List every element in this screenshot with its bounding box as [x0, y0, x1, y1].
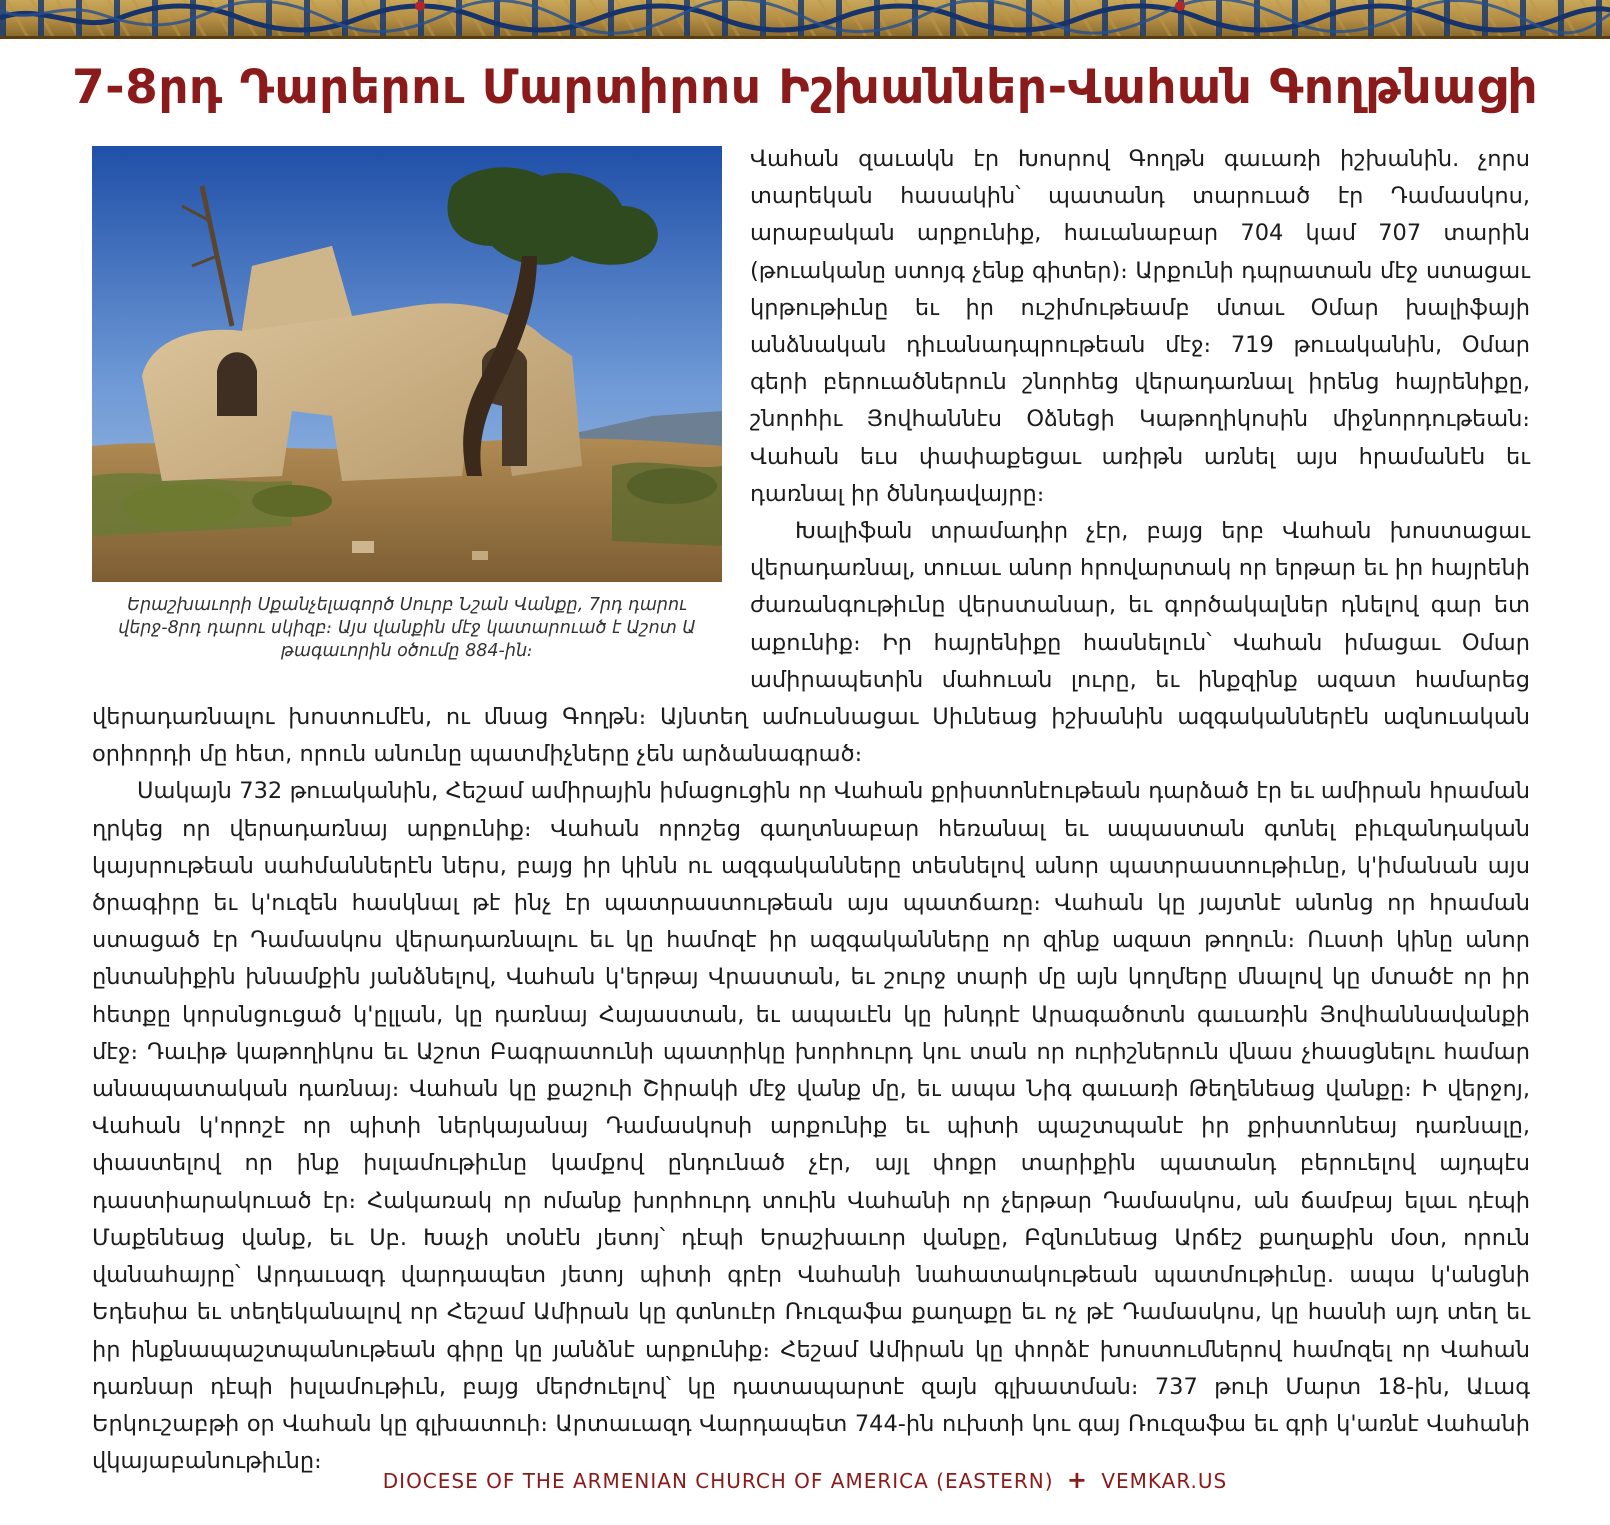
photo-caption: Երաշխաւորի Սքանչելագործ Սուրբ Նշան Վանքը, 7րդ դարու վերջ-8րդ դարու սկիզբ։ Այս վանքին մէջ կատարուած է Աշոտ Ա թագաւորին օծումը 884-ին։	[118, 595, 696, 661]
footer-organization: DIOCESE OF THE ARMENIAN CHURCH OF AMERICA (EASTERN)	[382, 1469, 1054, 1493]
page-title: 7-8րդ Դարերու Մարտիրոս Իշխաններ-Վահան Գողթնացի	[71, 60, 1539, 115]
cross-icon: +	[1066, 1466, 1088, 1494]
ornament-pattern	[0, 0, 1610, 36]
paragraph-2: Խալիֆան տրամադիր չէր, բայց երբ Վահան խոստացաւ վերադառնալ, տուաւ անոր հրովարտակ որ երթար եւ իր հայրենի ժառանգութիւնը վերստանար, եւ գործակալներ դնելով գար ետ աքունիք։ Իր հայրենիքը հասնելուն՝ Վահան իմացաւ Օմար ամիրապետին մահուան լուրը, եւ ինքզինք ազատ համարեց վերադառնալու խոստումէն, ու մնաց Գողթն։ Այնտեղ ամուսնացաւ Սիւնեաց իշխանին ազգականներէն ազնուական օրիորդի մը հետ, որուն անունը պատմիչները չեն արձանագրած։	[92, 518, 1530, 768]
footer-website-link[interactable]: VEMKAR.US	[1101, 1469, 1228, 1493]
paragraph-3: Սակայն 732 թուականին, Հեշամ ամիրային իմացուցին որ Վահան քրիստոնէութեան դարձած էր եւ ամիրան հրաման ղրկեց որ վերադառնայ արքունիք։ Վահան որոշեց գաղտնաբար հեռանալ եւ ապաստան գտնել բիւզանդական կայսրութեան սահմաններէն ներս, բայց իր կինն ու ազգականները տեսնելով անոր պատրաստութիւնը, կ'իմանան այս ծրագիրը եւ կ'ուզեն հասկնալ թէ ինչ էր պատրաստութեան այս պատճառը։ Վահան կը յայտնէ անոնց որ հրաման ստացած էր Դամասկոս վերադառնալու եւ կը համոզէ իր ազգականները որ զինք ազատ թողուն։ Ուստի կինը անոր ընտանիքին խնամքին յանձնելով, Վահան կ'երթայ Վրաստան, եւ շուրջ տարի մը այն կողմերը մնալով կը մտածէ որ իր հետքը կորսնցուցած կ'ըլլան, կը դառնայ Հայաստան, եւ ապաւէն կը խնդրէ Արագածոտն գաւառին Յովհաննավանքի մէջ։ Դաւիթ կաթողիկոս եւ Աշոտ Բագրատունի պատրիկը խորհուրդ կու տան որ ուրիշներուն վնաս չհասցնելու համար անապատական դառնայ։ Վահան կը քաշուի Շիրակի մէջ վանք մը, եւ ապա Նիգ գաւառի Թեղենեաց վանքը։ Ի վերջոյ, Վահան կ'որոշէ որ պիտի ներկայանայ Դամասկոսի արքունիք եւ պիտի պաշտպանէ իր քրիստոնեայ դառնալը, փաստելով որ ինք իսլամութիւնը կամքով ընդունած չէր, այլ փոքր տարիքին պատանդ բերուելով այդպէս դաստիարակուած էր։ Հակառակ որ ոմանք խորհուրդ տուին Վահանի որ չերթար Դամասկոս, ան ճամբայ ելաւ դէպի Մաքենեաց վանք, եւ Սբ. Խաչի տօնէն յետոյ՝ դէպի Երաշխաւոր վանքը, Բզնունեաց Արճէշ քաղաքին մօտ, որուն վանահայրը՝ Արդաւազդ վարդապետ յետոյ պիտի գրէր Վահանի նահատակութեան պատմութիւնը. ապա կ'անցնի Եդեսիա եւ տեղեկանալով որ Հեշամ Ամիրան կը գտնուէր Ռուզաֆա քաղաքը եւ ոչ թէ Դամասկոս, կը հասնի այդ տեղ եւ իր ինքնապաշտպանութեան գիրը կը յանձնէ արքունիք։ Հեշամ Ամիրան կը փորձէ խոստումներով համոզել որ Վահան դառնար դէպի իսլամութիւն, բայց մերժուելով՝ կը դատապարտէ զայն գլխատման։ 737 թուի Մարտ 18-ին, Աւագ Երկուշաբթի օր Վահան կը գլխատուի։ Արտաւազդ Վարդապետ 744-ին ուխտի կու գայ Ռուզաֆա եւ գրի կ'առնէ Վահանի վկայաբանութիւնը։	[92, 778, 1530, 1475]
figure	[92, 146, 722, 663]
paragraph-1: Վահան զաւակն էր Խոսրով Գողթն գաւառի իշխանին. չորս տարեկան հասակին՝ պատանդ տարուած էր Դամասկոս, արաբական արքունիք, հաւանաբար 704 կամ 707 տարին (թուականը ստոյգ չենք գիտեր)։ Արքունի դպրատան մէջ ստացաւ կրթութիւնը եւ իր ուշիմութեամբ մտաւ Օմար խալիֆայի անձնական դիւանադպրութեան մէջ։ 719 թուականին, Օմար գերի բերուածներուն շնորհեց վերադառնալ իրենց հայրենիքը, շնորհիւ Յովհաննէս Օձնեցի Կաթողիկոսին միջնորդութեան։ Վահան եւս փափաքեցաւ առիթն առնել այս հրամանէն եւ դառնալ իր ծննդավայրը։	[750, 146, 1530, 507]
monastery-ruins-photo	[92, 146, 722, 582]
footer	[0, 1466, 1610, 1494]
article-body	[92, 141, 1530, 1480]
decorative-banner	[0, 0, 1610, 39]
